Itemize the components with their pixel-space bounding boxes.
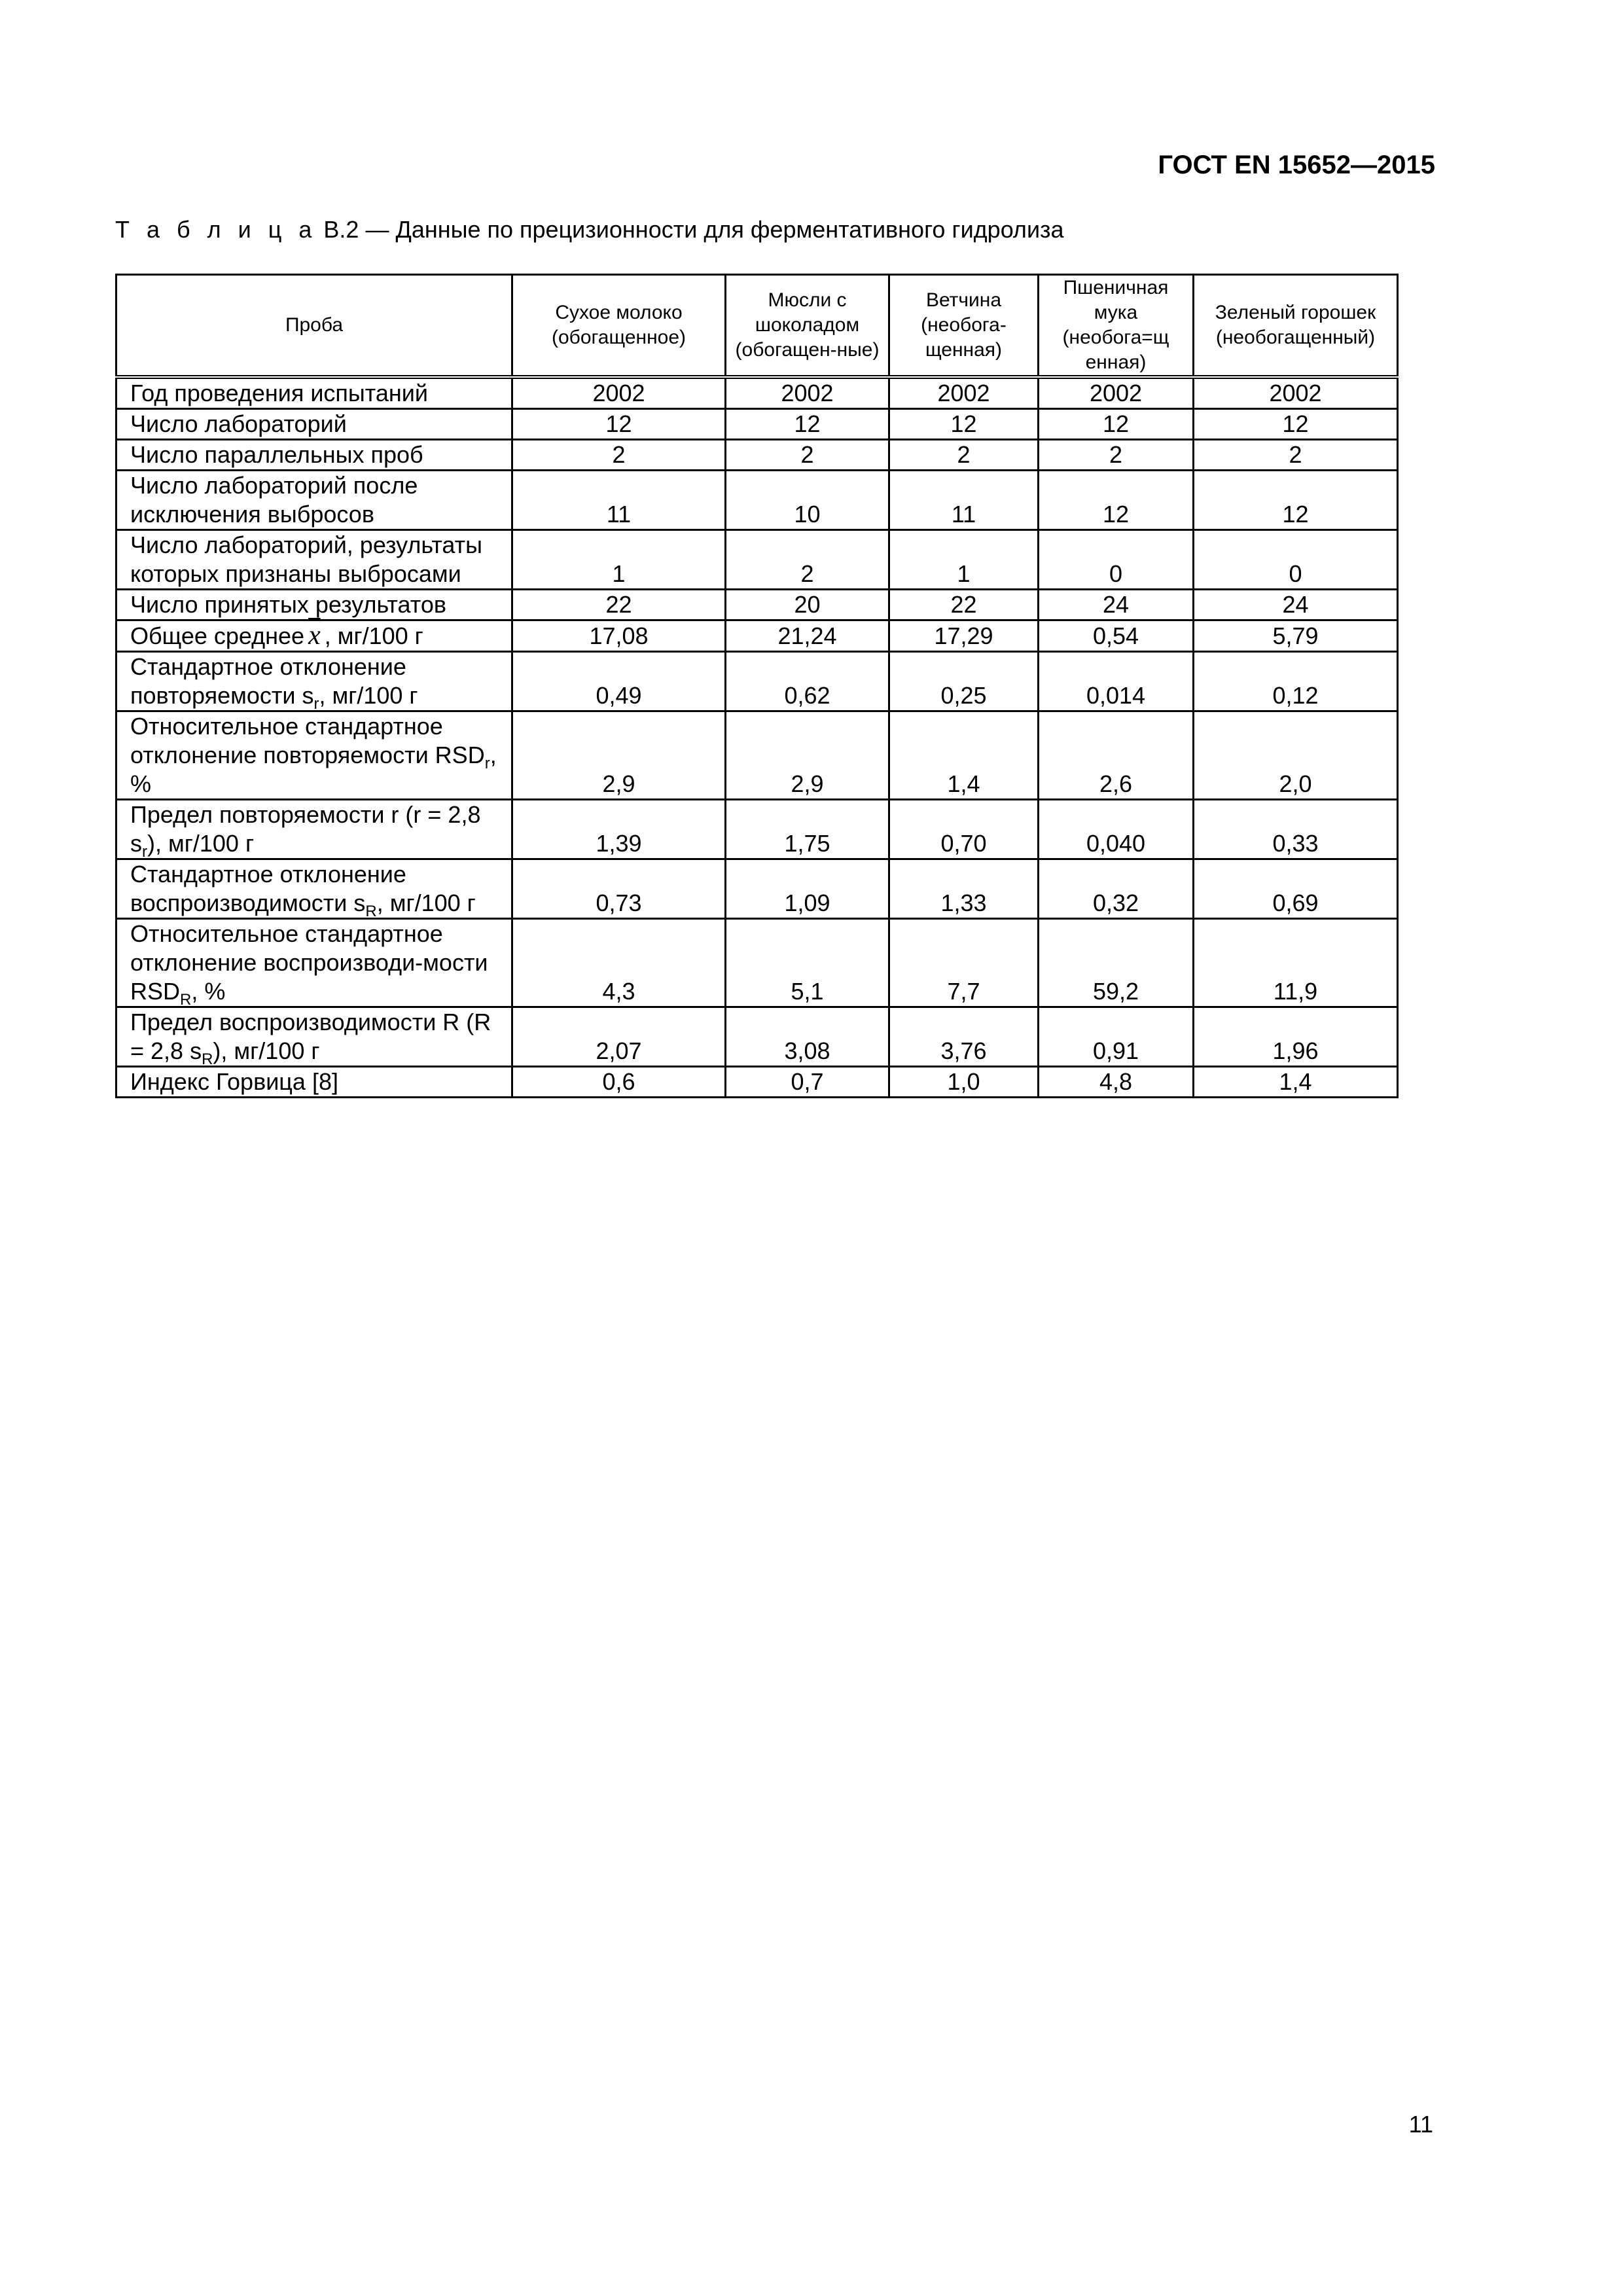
row-label-subscript: r bbox=[313, 695, 319, 713]
table-cell: 2 bbox=[889, 440, 1039, 471]
column-header: Ветчина (необога-щенная) bbox=[889, 275, 1039, 378]
table-cell: 12 bbox=[1194, 471, 1398, 530]
caption-prefix: Т а б л и ц а bbox=[115, 216, 317, 243]
page-number: 11 bbox=[1408, 2111, 1433, 2138]
row-label-subscript: R bbox=[202, 1050, 213, 1069]
table-cell: 1 bbox=[512, 530, 726, 590]
table-cell: 2002 bbox=[726, 377, 889, 409]
row-label-unit: , % bbox=[130, 742, 497, 797]
precision-table bbox=[115, 274, 1399, 1098]
row-label: Число принятых результатов bbox=[116, 590, 512, 620]
row-label-subscript: r bbox=[484, 755, 490, 773]
table-cell: 17,08 bbox=[512, 620, 726, 652]
table-cell: 2 bbox=[1039, 440, 1194, 471]
table-row bbox=[116, 1067, 1398, 1098]
table-cell: 5,79 bbox=[1194, 620, 1398, 652]
table-cell: 2,0 bbox=[1194, 711, 1398, 800]
table-cell: 20 bbox=[726, 590, 889, 620]
row-label-unit: ), мг/100 г bbox=[213, 1037, 320, 1064]
table-cell: 2002 bbox=[512, 377, 726, 409]
column-header: Сухое молоко (обогащенное) bbox=[512, 275, 726, 378]
table-row bbox=[116, 377, 1398, 409]
table-cell: 0,12 bbox=[1194, 652, 1398, 711]
row-label-subscript: R bbox=[180, 991, 192, 1009]
row-label bbox=[116, 919, 512, 1007]
row-label-text: Общее среднее bbox=[130, 622, 305, 649]
table-cell: 0,7 bbox=[726, 1067, 889, 1098]
caption-text: В.2 — Данные по прецизионности для ферментативного гидролиза bbox=[317, 216, 1064, 243]
table-cell: 0,014 bbox=[1039, 652, 1194, 711]
mean-symbol: $\overline{x}$ bbox=[308, 620, 321, 651]
table-row bbox=[116, 859, 1398, 919]
table-row bbox=[116, 620, 1398, 652]
row-label-text: Предел повторяемости r (r = 2,8 s bbox=[130, 801, 481, 857]
column-header: Проба bbox=[116, 275, 512, 378]
table-cell: 0,25 bbox=[889, 652, 1039, 711]
table-cell: 2,6 bbox=[1039, 711, 1194, 800]
table-cell: 1,4 bbox=[889, 711, 1039, 800]
table-cell: 11 bbox=[512, 471, 726, 530]
table-cell: 0,62 bbox=[726, 652, 889, 711]
table-cell: 1,96 bbox=[1194, 1007, 1398, 1067]
table-cell: 2002 bbox=[889, 377, 1039, 409]
table-cell: 1,75 bbox=[726, 800, 889, 859]
table-cell: 0,54 bbox=[1039, 620, 1194, 652]
row-label-subscript: R bbox=[365, 903, 377, 921]
row-label-unit: , мг/100 г bbox=[319, 682, 418, 709]
table-cell: 24 bbox=[1194, 590, 1398, 620]
row-label: Число лабораторий bbox=[116, 409, 512, 440]
table-cell: 11 bbox=[889, 471, 1039, 530]
row-label-text: Стандартное отклонение повторяемости s bbox=[130, 653, 406, 709]
table-header-row bbox=[116, 275, 1398, 378]
table-cell: 1,4 bbox=[1194, 1067, 1398, 1098]
table-cell: 0,49 bbox=[512, 652, 726, 711]
row-label: Индекс Горвица [8] bbox=[116, 1067, 512, 1098]
table-cell: 12 bbox=[1039, 409, 1194, 440]
column-header: Мюсли с шоколадом (обогащен-ные) bbox=[726, 275, 889, 378]
row-label: Год проведения испытаний bbox=[116, 377, 512, 409]
row-label: Число лабораторий после исключения выбросов bbox=[116, 471, 512, 530]
table-cell: 5,1 bbox=[726, 919, 889, 1007]
table-cell: 22 bbox=[889, 590, 1039, 620]
row-label bbox=[116, 711, 512, 800]
table-cell: 2 bbox=[1194, 440, 1398, 471]
table-cell: 4,3 bbox=[512, 919, 726, 1007]
row-label bbox=[116, 1007, 512, 1067]
table-cell: 0,040 bbox=[1039, 800, 1194, 859]
row-label bbox=[116, 652, 512, 711]
table-cell: 22 bbox=[512, 590, 726, 620]
table-cell: 0,69 bbox=[1194, 859, 1398, 919]
table-cell: 0,32 bbox=[1039, 859, 1194, 919]
table-row bbox=[116, 1007, 1398, 1067]
table-row bbox=[116, 652, 1398, 711]
table-cell: 0 bbox=[1039, 530, 1194, 590]
table-cell: 2,9 bbox=[512, 711, 726, 800]
column-header: Зеленый горошек (необогащенный) bbox=[1194, 275, 1398, 378]
table-cell: 0 bbox=[1194, 530, 1398, 590]
table-cell: 7,7 bbox=[889, 919, 1039, 1007]
row-label: Число лабораторий, результаты которых признаны выбросами bbox=[116, 530, 512, 590]
row-label: Число параллельных проб bbox=[116, 440, 512, 471]
table-cell: 24 bbox=[1039, 590, 1194, 620]
table-cell: 1 bbox=[889, 530, 1039, 590]
table-cell: 0,70 bbox=[889, 800, 1039, 859]
column-header: Пшеничная мука (необога=щ енная) bbox=[1039, 275, 1194, 378]
row-label bbox=[116, 620, 512, 652]
table-cell: 59,2 bbox=[1039, 919, 1194, 1007]
table-cell: 2 bbox=[726, 440, 889, 471]
table-cell: 1,39 bbox=[512, 800, 726, 859]
row-label bbox=[116, 859, 512, 919]
table-cell: 2 bbox=[726, 530, 889, 590]
row-label-subscript: r bbox=[142, 843, 147, 861]
table-cell: 12 bbox=[889, 409, 1039, 440]
table-cell: 1,33 bbox=[889, 859, 1039, 919]
row-label-unit: , % bbox=[191, 978, 226, 1005]
table-row bbox=[116, 590, 1398, 620]
table-cell: 0,73 bbox=[512, 859, 726, 919]
row-label-unit: ), мг/100 г bbox=[147, 830, 255, 857]
table-cell: 1,0 bbox=[889, 1067, 1039, 1098]
table-cell: 0,91 bbox=[1039, 1007, 1194, 1067]
table-cell: 17,29 bbox=[889, 620, 1039, 652]
table-cell: 2 bbox=[512, 440, 726, 471]
document-code: ГОСТ EN 15652—2015 bbox=[1158, 151, 1435, 179]
table-row bbox=[116, 440, 1398, 471]
table-cell: 12 bbox=[1194, 409, 1398, 440]
table-cell: 2002 bbox=[1194, 377, 1398, 409]
table-row bbox=[116, 409, 1398, 440]
table-cell: 12 bbox=[512, 409, 726, 440]
table-cell: 1,09 bbox=[726, 859, 889, 919]
row-label bbox=[116, 800, 512, 859]
table-cell: 21,24 bbox=[726, 620, 889, 652]
table-cell: 2,07 bbox=[512, 1007, 726, 1067]
table-row bbox=[116, 800, 1398, 859]
table-row bbox=[116, 530, 1398, 590]
table-cell: 0,6 bbox=[512, 1067, 726, 1098]
table-cell: 12 bbox=[1039, 471, 1194, 530]
table-cell: 3,08 bbox=[726, 1007, 889, 1067]
row-label-text: Относительное стандартное отклонение воспроизводи-мости RSD bbox=[130, 920, 488, 1005]
row-label-text: Относительное стандартное отклонение повторяемости RSD bbox=[130, 713, 485, 768]
table-cell: 4,8 bbox=[1039, 1067, 1194, 1098]
table-cell: 2002 bbox=[1039, 377, 1194, 409]
table-cell: 12 bbox=[726, 409, 889, 440]
table-row bbox=[116, 711, 1398, 800]
table-cell: 0,33 bbox=[1194, 800, 1398, 859]
row-label-text: Предел воспроизводимости R (R = 2,8 s bbox=[130, 1009, 491, 1064]
table-cell: 3,76 bbox=[889, 1007, 1039, 1067]
table-cell: 11,9 bbox=[1194, 919, 1398, 1007]
row-label-unit: , мг/100 г bbox=[376, 889, 476, 916]
table-cell: 10 bbox=[726, 471, 889, 530]
row-label-text: Стандартное отклонение воспроизводимости s bbox=[130, 861, 406, 916]
row-label-unit: , мг/100 г bbox=[324, 622, 423, 649]
table-cell: 2,9 bbox=[726, 711, 889, 800]
table-caption bbox=[115, 216, 1064, 243]
table-row bbox=[116, 471, 1398, 530]
table-row bbox=[116, 919, 1398, 1007]
